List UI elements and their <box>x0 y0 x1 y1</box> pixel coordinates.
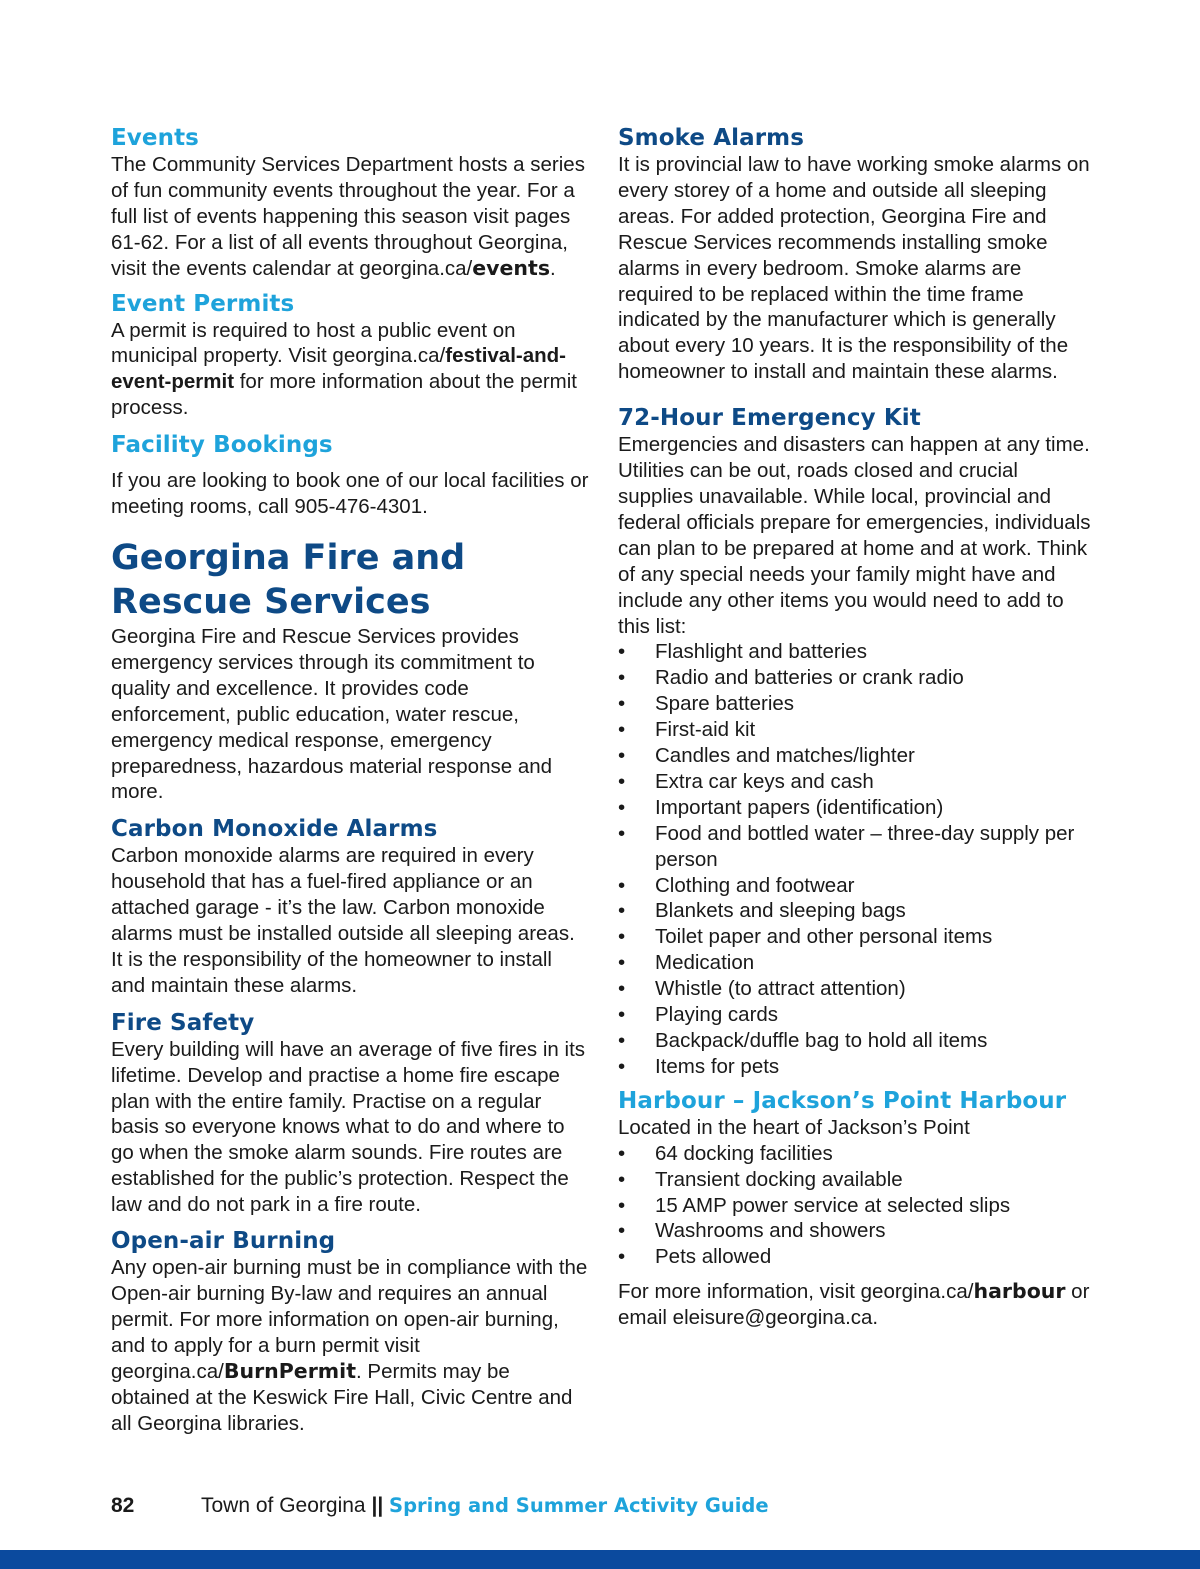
bullet-icon: • <box>618 1054 626 1078</box>
bullet-icon: • <box>618 1193 626 1217</box>
emergency-kit-text: Emergencies and disasters can happen at any time. Utilities can be out, roads closed and crucial supplies unavailable. While local, provincial and federal officials prepare for emergencies, individuals can plan to be prepared at home and at work. Think of any special needs your family might have and include any other items you would need to add to this list: <box>618 433 1091 638</box>
emergency-kit-heading: 72-Hour Emergency Kit <box>618 405 921 432</box>
bullet-icon: • <box>618 718 626 742</box>
kit-list-item <box>618 1002 1098 1028</box>
kit-list-item <box>618 743 1098 769</box>
harbour-list-item <box>618 1218 1098 1244</box>
kit-list-item <box>618 639 1098 665</box>
footer-town: Town of Georgina <box>201 1494 372 1517</box>
harbour-more-info: For more information, visit georgina.ca/harbour or email eleisure@georgina.ca. <box>618 1279 1090 1330</box>
kit-list-item <box>618 898 1098 924</box>
harbour-list-item <box>618 1193 1098 1219</box>
bullet-icon: • <box>618 640 626 664</box>
facility-bookings-heading: Facility Bookings <box>111 432 333 459</box>
harbour-list-item-text: Transient docking available <box>655 1167 903 1191</box>
events-link[interactable]: georgina.ca/events <box>359 255 551 280</box>
page-number: 82 <box>111 1494 135 1517</box>
left-column <box>111 124 591 1436</box>
kit-list-item <box>618 873 1098 899</box>
bullet-icon: • <box>618 744 626 768</box>
co-alarms-text: Carbon monoxide alarms are required in every household that has a fuel-fired appliance or an attached garage - it’s the law. Carbon monoxide alarms must be installed outside all sleeping areas. It is the responsibility of the homeowner to install and maintain these alarms. <box>111 844 575 997</box>
kit-list-item-text: Items for pets <box>655 1054 780 1078</box>
harbour-list-item <box>618 1167 1098 1193</box>
harbour-list-item <box>618 1141 1098 1167</box>
bullet-icon: • <box>618 977 626 1001</box>
kit-list-item-text: First-aid kit <box>655 718 756 742</box>
event-permits-heading: Event Permits <box>111 290 295 317</box>
emergency-kit-list <box>618 639 1098 1079</box>
kit-list-item <box>618 976 1098 1002</box>
kit-list-item-text: Blankets and sleeping bags <box>655 899 906 923</box>
kit-list-item-text: Food and bottled water – three-day supply per person <box>655 821 1075 871</box>
kit-list-item-text: Playing cards <box>655 1003 779 1027</box>
kit-list-item-text: Candles and matches/lighter <box>655 744 915 768</box>
fire-rescue-text: Georgina Fire and Rescue Services provides emergency services through its commitment to quality and excellence. It provides code enforcement, public education, water rescue, emergency medical response, emergency preparedness, hazardous material response and more. <box>111 624 553 804</box>
harbour-list-item-text: 15 AMP power service at selected slips <box>655 1193 1011 1217</box>
bullet-icon: • <box>618 769 626 793</box>
open-air-burning-text: Any open-air burning must be in compliance with the Open-air burning By-law and requires an annual permit. For more information on open-air burning, and to apply for a burn permit visit georgina.ca/BurnPermit. Permits may be obtained at the Keswick Fire Hall, Civic Centre and all Georgina libraries. <box>111 1256 588 1435</box>
kit-list-item-text: Clothing and footwear <box>655 873 855 897</box>
kit-list-item <box>618 717 1098 743</box>
page-footer <box>111 1492 769 1520</box>
bullet-icon: • <box>618 1029 626 1052</box>
kit-list-item <box>618 665 1098 691</box>
kit-list-item-text: Backpack/duffle bag to hold all items <box>655 1029 988 1052</box>
bullet-icon: • <box>618 1141 626 1165</box>
smoke-alarms-text: It is provincial law to have working smoke alarms on every storey of a home and outside all sleeping areas. For added protection, Georgina Fire and Rescue Services recommends installing smoke alarms in every bedroom. Smoke alarms are required to be replaced within the time frame indicated by the manufacturer which is generally about every 10 years. It is the responsibility of the homeowner to install and maintain these alarms. <box>618 153 1090 384</box>
footer-guide-title: Spring and Summer Activity Guide <box>389 1494 769 1517</box>
kit-list-item-text: Flashlight and batteries <box>655 640 867 664</box>
fire-safety-text: Every building will have an average of five fires in its lifetime. Develop and practise a home fire escape plan with the entire family. Practise on a regular basis so everyone knows what to do and where to go when the smoke alarm sounds. Fire routes are established for the public’s protection. Respect the law and do not park in a fire route. <box>111 1037 586 1217</box>
footer-separator: || <box>371 1494 384 1517</box>
bullet-icon: • <box>618 1219 626 1243</box>
harbour-list <box>618 1141 1098 1271</box>
kit-list-item-text: Spare batteries <box>655 692 795 716</box>
fire-safety-heading: Fire Safety <box>111 1009 255 1036</box>
kit-list-item <box>618 795 1098 821</box>
kit-list-item <box>618 950 1098 976</box>
kit-list-item <box>618 1028 1098 1054</box>
right-column <box>618 124 1098 1331</box>
bullet-icon: • <box>618 692 626 716</box>
bullet-icon: • <box>618 951 626 975</box>
co-alarms-heading: Carbon Monoxide Alarms <box>111 816 438 843</box>
kit-list-item-text: Whistle (to attract attention) <box>655 977 906 1001</box>
bullet-icon: • <box>618 899 626 923</box>
harbour-list-item-text: Pets allowed <box>655 1245 772 1269</box>
event-permits-text: A permit is required to host a public event on municipal property. Visit georgina.ca/festival-and-event-permit for more information about the permit process. <box>111 318 577 420</box>
facility-bookings-text: If you are looking to book one of our local facilities or meeting rooms, call 905-476-4301. <box>111 469 589 519</box>
kit-list-item <box>618 924 1098 950</box>
smoke-alarms-heading: Smoke Alarms <box>618 125 805 151</box>
harbour-list-item-text: 64 docking facilities <box>655 1141 833 1165</box>
events-text: The Community Services Department hosts a series of fun community events throughout the year. For a full list of events happening this season visit pages 61-62. For a list of all events throughout Georgina, visit the events calendar at georgina.ca/events. <box>111 153 585 280</box>
kit-list-item-text: Extra car keys and cash <box>655 769 874 793</box>
kit-list-item-text: Toilet paper and other personal items <box>655 925 993 949</box>
harbour-link[interactable]: harbour <box>973 1279 1066 1304</box>
kit-list-item-text: Important papers (identification) <box>655 795 944 819</box>
bottom-bar <box>0 1550 1200 1569</box>
bullet-icon: • <box>618 821 626 845</box>
bullet-icon: • <box>618 795 626 819</box>
harbour-list-item-text: Washrooms and showers <box>655 1219 886 1243</box>
harbour-intro: Located in the heart of Jackson’s Point <box>618 1115 970 1139</box>
kit-list-item <box>618 1054 1098 1080</box>
kit-list-item-text: Medication <box>655 951 755 975</box>
bullet-icon: • <box>618 1167 626 1191</box>
open-air-burning-heading: Open-air Burning <box>111 1228 336 1255</box>
burn-permit-link[interactable]: BurnPermit <box>223 1358 356 1383</box>
events-heading: Events <box>111 125 199 151</box>
bullet-icon: • <box>618 873 626 897</box>
event-permit-link[interactable]: festival-and-event-permit <box>111 344 566 394</box>
harbour-heading: Harbour – Jackson’s Point Harbour <box>618 1087 1067 1114</box>
kit-list-item <box>618 821 1098 873</box>
fire-rescue-title: Georgina Fire and Rescue Services <box>111 537 466 622</box>
bullet-icon: • <box>618 925 626 949</box>
bullet-icon: • <box>618 1245 626 1269</box>
kit-list-item-text: Radio and batteries or crank radio <box>655 666 964 690</box>
kit-list-item <box>618 691 1098 717</box>
harbour-list-item <box>618 1244 1098 1270</box>
bullet-icon: • <box>618 1003 626 1027</box>
kit-list-item <box>618 769 1098 795</box>
bullet-icon: • <box>618 666 626 690</box>
